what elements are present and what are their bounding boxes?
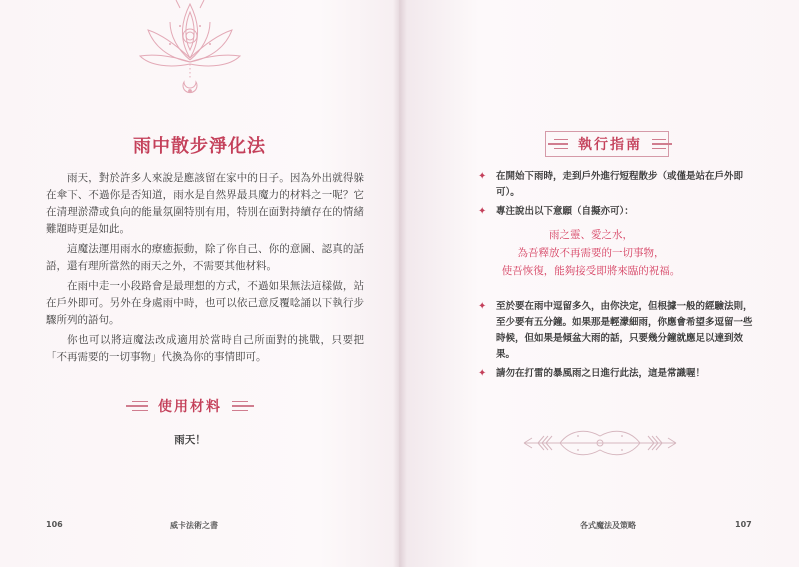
paragraph: 這魔法運用雨水的療癒振動，除了你自己、你的意圖、認真的話語，還有理所當然的雨天之外，不需要其他材料。 — [46, 243, 364, 272]
chant-line: 使吾恢復，能夠接受即將來臨的祝福。 — [501, 265, 681, 277]
exec-heading — [540, 134, 680, 154]
step-text: 請勿在打雷的暴風雨之日進行此法，這是常識喔！ — [496, 368, 706, 379]
four-point-star-icon: ✦ — [478, 368, 487, 379]
list-item — [478, 366, 758, 382]
steps-top — [478, 169, 758, 223]
running-title: 各式魔法及策略 — [580, 521, 636, 530]
four-point-star-icon: ✦ — [478, 301, 487, 312]
paragraph: 你也可以將這魔法改成適用於當時自己所面對的挑戰，只要把「不再需要的一切事物」代換為你的事情即可。 — [46, 334, 364, 363]
page-number: 107 — [735, 520, 752, 529]
heading-rule-left — [126, 401, 148, 411]
four-point-star-icon: ✦ — [478, 206, 487, 217]
page-number: 106 — [46, 520, 63, 529]
step-text: 在開始下雨時，走到戶外進行短程散步（或僅是站在戶外即可）。 — [496, 171, 744, 198]
exec-heading-label: 執行指南 — [578, 137, 642, 153]
materials-text: 雨天！ — [174, 434, 206, 446]
four-point-star-icon: ✦ — [478, 171, 487, 182]
paragraph: 在雨中走一小段路會是最理想的方式，不過如果無法這樣做，站在戶外即可。另外在身處雨中時，也可以依己意反覆唸誦以下執行步驟所列的語句。 — [46, 280, 364, 326]
running-title: 威卡法術之書 — [170, 521, 218, 530]
materials-heading-label: 使用材料 — [158, 399, 222, 415]
crossed-arrows-ornament-icon — [520, 424, 680, 462]
right-page — [399, 0, 799, 567]
step-text: 至於要在雨中逗留多久，由你決定，但根據一般的經驗法則，至少要有五分鐘。如果那是輕濛細雨，你應會希望多逗留一些時候，但如果是傾盆大雨的話，只要幾分鐘就應足以達到效果。 — [496, 301, 753, 360]
chant-line: 雨之靈、愛之水， — [549, 229, 633, 241]
list-item — [478, 299, 758, 363]
heading-rule-right — [652, 139, 672, 149]
book-gutter — [393, 0, 407, 567]
heading-rule-left — [548, 139, 568, 149]
page-title: 雨中散步淨化法 — [133, 136, 266, 157]
body-text — [46, 170, 364, 369]
list-item — [478, 204, 758, 220]
chant-text — [476, 226, 706, 280]
list-item — [478, 169, 758, 201]
paragraph: 雨天，對於許多人來說是應該留在家中的日子。因為外出就得躲在傘下、不過你是否知道，雨水是自然界最具魔力的材料之一呢？它在清理淤滯或負向的能量氛圍特別有用，特別在面對持續存在的情緒難題時更是如此。 — [46, 172, 364, 235]
steps-bottom — [478, 299, 758, 385]
left-page — [0, 0, 399, 567]
chant-line: 為吾釋放不再需要的一切事物， — [517, 247, 665, 259]
heading-rule-right — [232, 401, 254, 411]
materials-heading — [110, 396, 270, 416]
step-text: 專注說出以下意願（自擬亦可）： — [496, 206, 634, 217]
lotus-crescent-ornament-icon — [120, 0, 260, 95]
